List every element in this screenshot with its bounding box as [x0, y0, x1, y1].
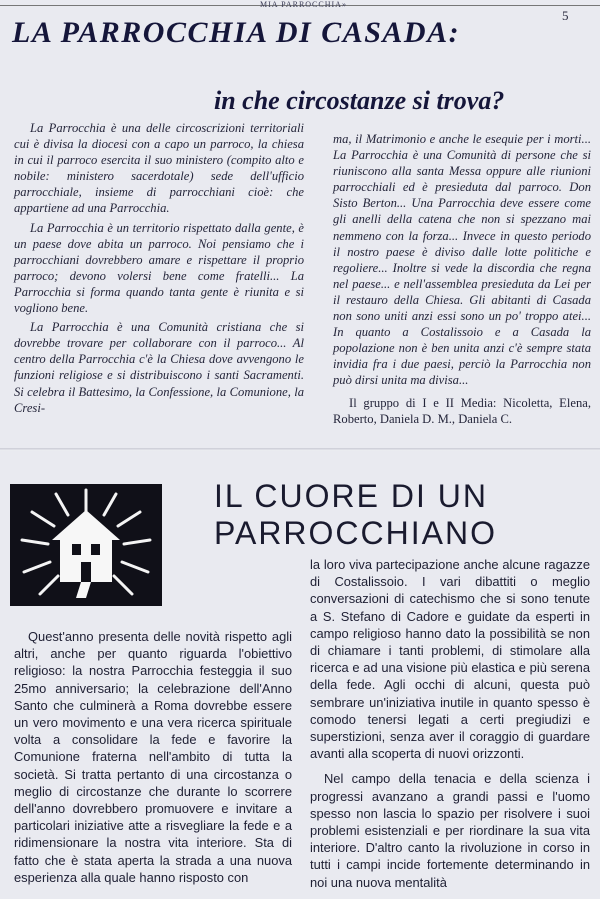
section-divider — [0, 448, 600, 451]
article1-right-column — [333, 131, 591, 430]
running-head: MIA PARROCCHIA» — [260, 0, 347, 9]
article2-paragraph: Quest'anno presenta delle novità rispetto agli altri, anche per quanto riguarda l'obiettivo religioso: la nostra Parrocchia festeggia il suo 25mo anniversario; la celebrazione dell'Anno Santo che culminerà a Roma dovrebbe essere un vero movimento e una vera ricerca spirituale volta a consolidare la fede e favorire la Comunione fraterna nell'ambito di tutta la società. Si tratta pertanto di una circostanza o meglio di circostanze che durante lo scorrere dell'anno dovrebbero promuovere e invitare a particolari iniziative atte a risvegliare la fede e a ridimensionare la nostra vita interiore. Sta di fatto che è stata aperta la strada a una nuova esperienza alla quale hanno risposto con — [14, 629, 292, 885]
article1-paragraph: La Parrocchia è una Comunità cristiana che si dovrebbe trovare per collaborare con il parroco... Al centro della Parrocchia c'è la Chiesa dove avvengono le funzioni religiose e si distribuiscono i santi Sacramenti. Si celebra il Battesimo, la Confessione, la Comunione, la Cresi- — [14, 320, 304, 415]
article1-paragraph: La Parrocchia è un territorio rispettato dalla gente, è un paese dove abita un parroco. Noi pensiamo che i parrocchiani dovrebbero amare e rispettare il proprio parroco; devono volersi bene come fratelli... La Parrocchia si forma quando tanta gente è riunita e si vogliono bene. — [14, 220, 304, 316]
article1-paragraph: ma, il Matrimonio e anche le esequie per i morti... La Parrocchia è una Comunità di persone che si riuniscono alla santa Messa oppure alle riunioni parrocchiali ed è presieduta dal parroco. Don Sisto Berton... Una Parrocchia deve essere come gli anelli della catena che non si spezzano mai nemmeno con la forza... Invece in questo periodo il nostro paese è diviso dalle lotte politiche e regoliere... Inoltre si vede la discordia che regna nel paese... e nell'assemblea presieduta da Lei per il restauro della Chiesa. Gli abitanti di Casada non sono uniti anzi essi sono un po' troppo atei... In quanto a Costalissoio e a Casada la popolazione non è ben unita anzi c'è sempre stata invidia fra i due paesi, perciò la Parrocchia non può dirsi unita ma divisa... — [333, 132, 591, 388]
article2-title — [214, 478, 594, 552]
page-number: 5 — [562, 8, 569, 23]
article2-title-line2: PARROCCHIANO — [214, 515, 497, 551]
article1-paragraph: La Parrocchia è una delle circoscrizioni territoriali cui è divisa la diocesi con a capo un parroco, la chiesa in cui il parroco esercita il suo ministero (compito alto e nobile: ministero sacerdotale) sede dell'ufficio parrocchiale, insieme di parrocchiani cioè: che appartiene ad una Parrocchia. — [14, 121, 304, 216]
house-sunburst-icon — [10, 484, 162, 606]
article2-left-column — [14, 628, 292, 894]
article2-paragraph: Nel campo della tenacia e della scienza i progressi avanzano a grandi passi e l'uomo spesso non lascia lo spazio per risolvere i suoi problemi esistenziali e per riordinare la sua vita interiore. D'altro canto la rivoluzione in corso in tutti i campi incide fortemente determinando in noi una nuova mentalità — [310, 771, 590, 890]
article1-title-line1: LA PARROCCHIA DI CASADA: — [12, 16, 461, 49]
article2-paragraph: la loro viva partecipazione anche alcune ragazze di Costalissoio. I vari dibattiti o meglio conversazioni di catechismo che si sono tenute a S. Stefano di Cadore e guidate da esperti in campo religioso hanno dato la possibilità se non di chiamare i tanti problemi, di stimolare alla ricerca e ad una visione più elastica e più serena della fede. Agli occhi di alcuni, questa può sembrare un'iniziativa inutile in quanto spesso è comodo tenersi legati a certi pregiudizi e superstizioni, senza aver il coraggio di guardare avanti alla scoperta di nuovi orizzonti. — [310, 557, 590, 762]
article2-title-line1: IL CUORE DI UN — [214, 478, 488, 514]
house-sunburst-illustration — [10, 484, 162, 606]
article1-credits: Il gruppo di I e II Media: Nicoletta, Elena, Roberto, Daniela D. M., Daniela C. — [333, 395, 591, 426]
article2-right-column — [310, 556, 590, 899]
article1-title-line2: in che circostanze si trova? — [214, 86, 505, 115]
article1-left-column — [14, 120, 304, 419]
